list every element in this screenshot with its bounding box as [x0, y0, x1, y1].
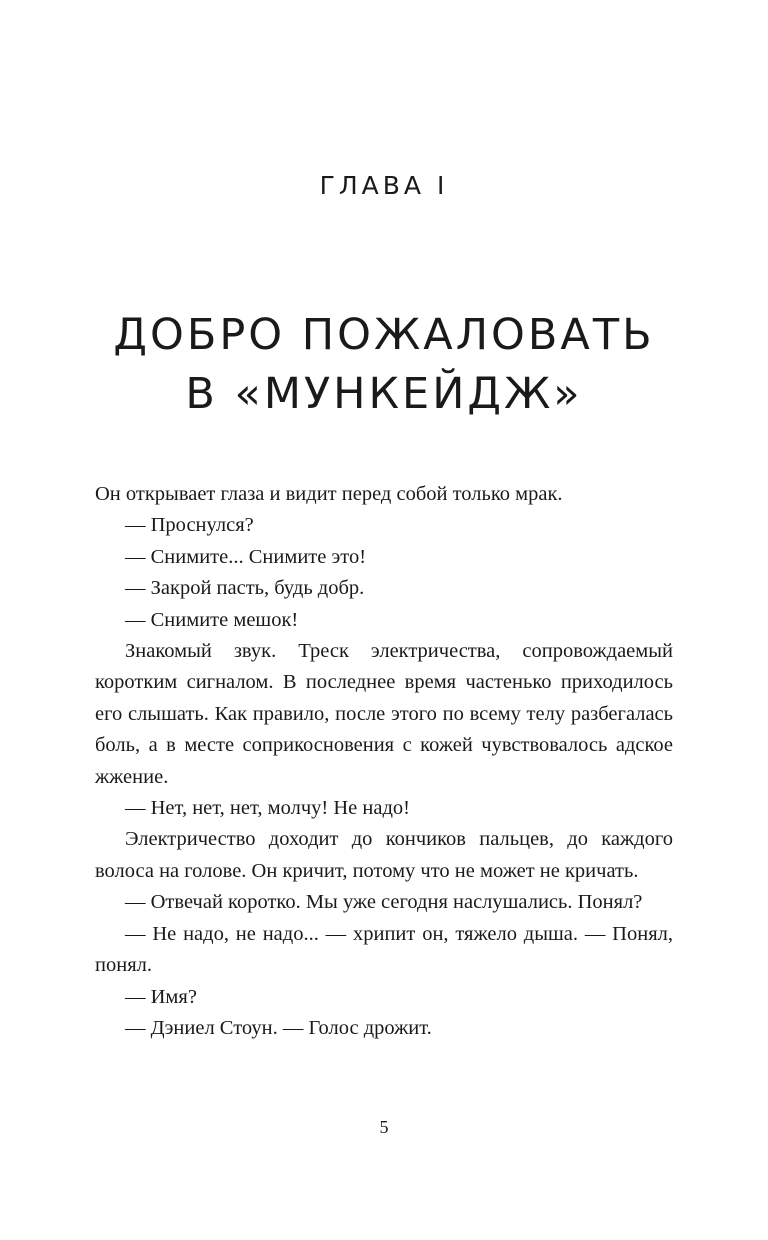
paragraph: — Отвечай коротко. Мы уже сегодня наслушались. Понял?: [125, 891, 643, 914]
paragraph: — Нет, нет, нет, молчу! Не надо!: [125, 797, 410, 820]
body-text: [95, 479, 673, 1044]
paragraph: — Дэниел Стоун. — Голос дрожит.: [125, 1016, 432, 1039]
paragraph: — Закрой пасть, будь добр.: [125, 577, 365, 600]
paragraph: — Имя?: [125, 985, 197, 1008]
chapter-title-line: ДОБРО ПОЖАЛОВАТЬ: [113, 310, 655, 360]
paragraph: — Проснулся?: [125, 514, 254, 537]
chapter-title-line: В «МУНКЕЙДЖ»: [185, 369, 583, 419]
paragraph: — Не надо, не надо... — хрипит он, тяжело дыша. — Понял, понял.: [95, 922, 673, 977]
paragraph: Электричество доходит до кончиков пальцев, до каждого волоса на голове. Он кричит, потому что не может не кричать.: [95, 828, 673, 882]
chapter-title: [0, 306, 768, 424]
paragraph: Знакомый звук. Треск электричества, сопровождаемый коротким сигналом. В последнее время частенько приходилось его слышать. Как правило, после этого по всему телу разбегалась боль, а в месте соприкосновения с кожей чувствовалось адское жжение.: [95, 640, 673, 788]
chapter-label: ГЛАВА I: [319, 171, 449, 200]
paragraph: — Снимите мешок!: [125, 608, 299, 631]
paragraph: Он открывает глаза и видит перед собой только мрак.: [95, 483, 563, 505]
page-number: 5: [379, 1117, 389, 1137]
paragraph: — Снимите... Снимите это!: [125, 545, 367, 568]
